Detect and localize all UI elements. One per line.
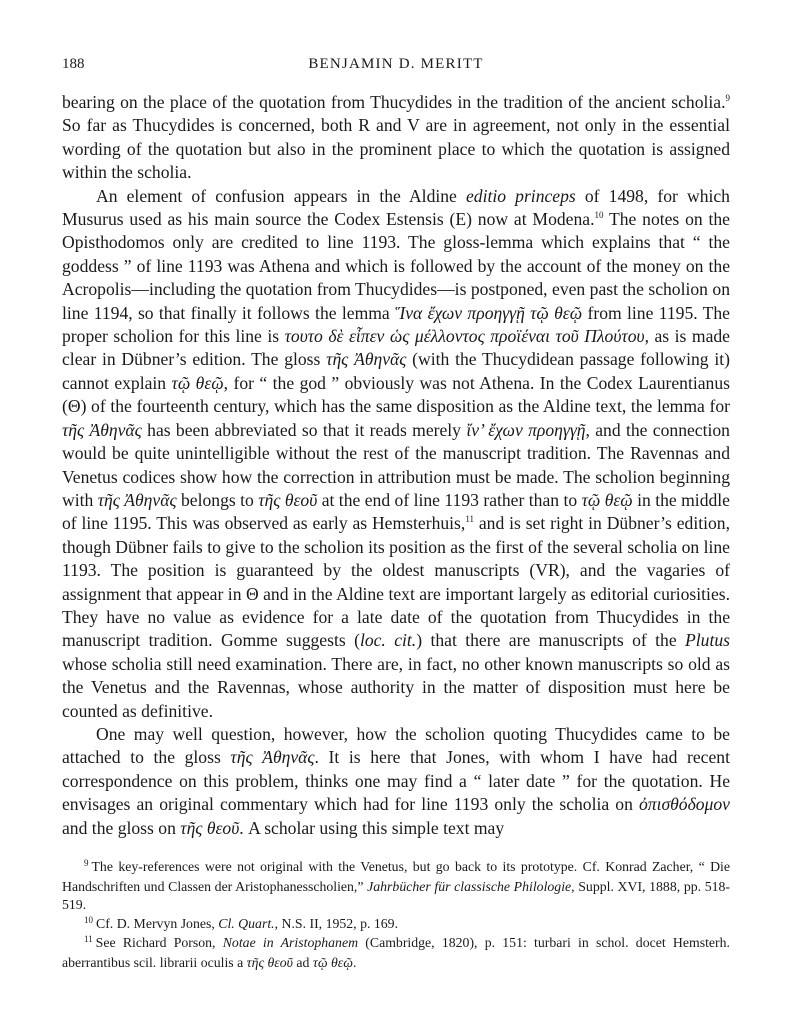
text-span: So far as Thucydides is concerned, both R and V are in agreement, not only in the essential wording of the quotation but also in the prominent place to which the quotation is assigned within the scholia. bbox=[62, 115, 730, 183]
italic-title: Notae in Aristophanem bbox=[222, 935, 359, 951]
text-span: in the middle of line 1195. This was observed as early as Hemsterhuis, bbox=[62, 489, 730, 534]
greek-text: τῆς Ἀθηνᾶς bbox=[62, 419, 142, 440]
paragraph-1 bbox=[62, 91, 730, 185]
running-title: BENJAMIN D. MERITT bbox=[308, 56, 484, 72]
text-span: (with the Thucydidean passage following it) cannot explain bbox=[62, 349, 730, 393]
text-span: The notes on the Opisthodomos only are credited to line 1193. The gloss-lemma which explains that “ the goddess ” of line 1193 was Athena and which is followed by the account of the money on the Acropolis—including the quotation from Thucydides—is postponed, even past the scholion on line 1194, so that finally it follows the lemma bbox=[62, 209, 730, 323]
footnotes bbox=[62, 858, 730, 973]
greek-text: ἴν’ ἔχων προηγγῇ bbox=[466, 419, 586, 440]
text-span: ) that there are manuscripts of the bbox=[416, 630, 686, 651]
italic-title: editio princeps bbox=[465, 185, 576, 206]
greek-text: τῷ θεῷ bbox=[312, 954, 353, 970]
text-span: , N.S. II, 1952, p. 169. bbox=[274, 915, 399, 931]
text-span: has been abbreviated so that it reads merely bbox=[141, 419, 467, 440]
footnote-number: 11 bbox=[84, 934, 93, 945]
greek-text: τουτο δὲ εἶπεν ὡς μέλλοντος προϊέναι τοῦ Πλούτου bbox=[284, 326, 645, 347]
text-span: See Richard Porson, bbox=[95, 935, 223, 951]
body-text bbox=[62, 91, 730, 840]
greek-text: τῆς Ἀθηνᾶς bbox=[326, 349, 407, 370]
footnote-number: 10 bbox=[84, 914, 93, 925]
greek-text: τῆς θεοῦ bbox=[246, 954, 293, 970]
running-header bbox=[62, 56, 730, 80]
text-span: An element of confusion appears in the Aldine bbox=[96, 185, 466, 206]
greek-text: τῆς Ἀθηνᾶς bbox=[97, 489, 177, 510]
italic-title: Jahrbücher für classische Philologie bbox=[367, 878, 572, 894]
footnote-ref: 11 bbox=[465, 514, 474, 525]
text-span: . It is here that Jones, with whom I have had recent correspondence on this problem, thinks one may find a “ later date ” for the quotation. He envisages an original commentary which had for line 1193 only the scholia on bbox=[62, 747, 730, 815]
italic-title: Cl. Quart. bbox=[218, 915, 275, 931]
greek-text: τῷ θεῷ bbox=[171, 372, 224, 393]
page-number: 188 bbox=[62, 56, 85, 72]
text-span: and the gloss on bbox=[62, 817, 181, 838]
footnote-number: 9 bbox=[84, 858, 89, 868]
footnote-ref: 10 bbox=[594, 210, 604, 221]
text-span: , and the connection would be quite unintelligible without the rest of the manuscript tradition. The Ravennas and Venetus codices show how the correction in attribution must be made. The scholion beginning with bbox=[62, 419, 730, 510]
italic-title: Plutus bbox=[685, 630, 731, 651]
text-span: belongs to bbox=[176, 489, 259, 510]
text-span: and is set right in Dübner’s edition, though Dübner fails to give to the scholion its position as the first of the several scholia on line 1193. The position is guaranteed by the oldest manuscripts (VR), and the vagaries of assignment that appear in Θ and in the Aldine text are important largely as editorial curiosities. They have no value as evidence for a late date of the quotation from Thucydides in the manuscript tradition. Gomme suggests ( bbox=[62, 513, 730, 651]
text-span: The key-references were not original with the Venetus, but go back to its prototype. Cf. Konrad Zacher, “ Die Handschriften und Classen der Aristophanesscholien,” bbox=[62, 859, 730, 894]
text-span: . A scholar using this simple text may bbox=[239, 817, 505, 838]
footnote-11 bbox=[62, 934, 730, 972]
text-span: One may well question, however, how the scholion quoting Thucydides came to be attached to the gloss bbox=[62, 723, 730, 768]
text-span: (Cambridge, 1820), p. 151: turbari in schol. docet Hemsterh. aberrantibus scil. librarii oculis a bbox=[62, 935, 730, 970]
greek-text: τῆς Ἀθηνᾶς bbox=[230, 747, 315, 768]
greek-text: τῆς θεοῦ bbox=[258, 489, 318, 510]
text-span: at the end of line 1193 rather than to bbox=[317, 489, 582, 510]
text-span: Cf. D. Mervyn Jones, bbox=[96, 915, 219, 931]
text-span: , as is made clear in Dübner’s edition. The gloss bbox=[62, 326, 730, 370]
text-span: , Suppl. XVI, 1888, pp. 518-519. bbox=[62, 878, 730, 913]
text-span: of 1498, for which Musurus used as his main source the Codex Estensis (E) now at Modena. bbox=[62, 185, 730, 230]
text-span: ad bbox=[292, 954, 313, 970]
text-span: from line 1195. The proper scholion for this line is bbox=[62, 302, 730, 347]
greek-text: Ἵνα ἔχων προηγγῇ τῷ θεῷ bbox=[395, 302, 583, 323]
paragraph-3 bbox=[62, 723, 730, 840]
text-span: . bbox=[352, 954, 357, 970]
greek-text: τῆς θεοῦ bbox=[180, 817, 240, 838]
greek-text: τῷ θεῷ bbox=[581, 489, 633, 510]
text-span: , for “ the god ” obviously was not Athena. In the Codex Laurentianus (Θ) of the fourteenth century, which has the same disposition as the Aldine text, the lemma for bbox=[62, 372, 730, 417]
text-span: bearing on the place of the quotation from Thucydides in the tradition of the ancient scholia. bbox=[62, 92, 726, 112]
italic-text: loc. cit. bbox=[359, 630, 417, 651]
paragraph-2 bbox=[62, 185, 730, 723]
greek-text: ὀπισθόδομον bbox=[638, 794, 730, 815]
footnote-9 bbox=[62, 858, 730, 915]
footnote-ref: 9 bbox=[725, 93, 730, 104]
text-span: whose scholia still need examination. There are, in fact, no other known manuscripts so old as the Venetus and the Ravennas, whose authority in the matter of disposition must here be counted as definitive. bbox=[62, 653, 730, 721]
footnote-10 bbox=[62, 915, 730, 935]
